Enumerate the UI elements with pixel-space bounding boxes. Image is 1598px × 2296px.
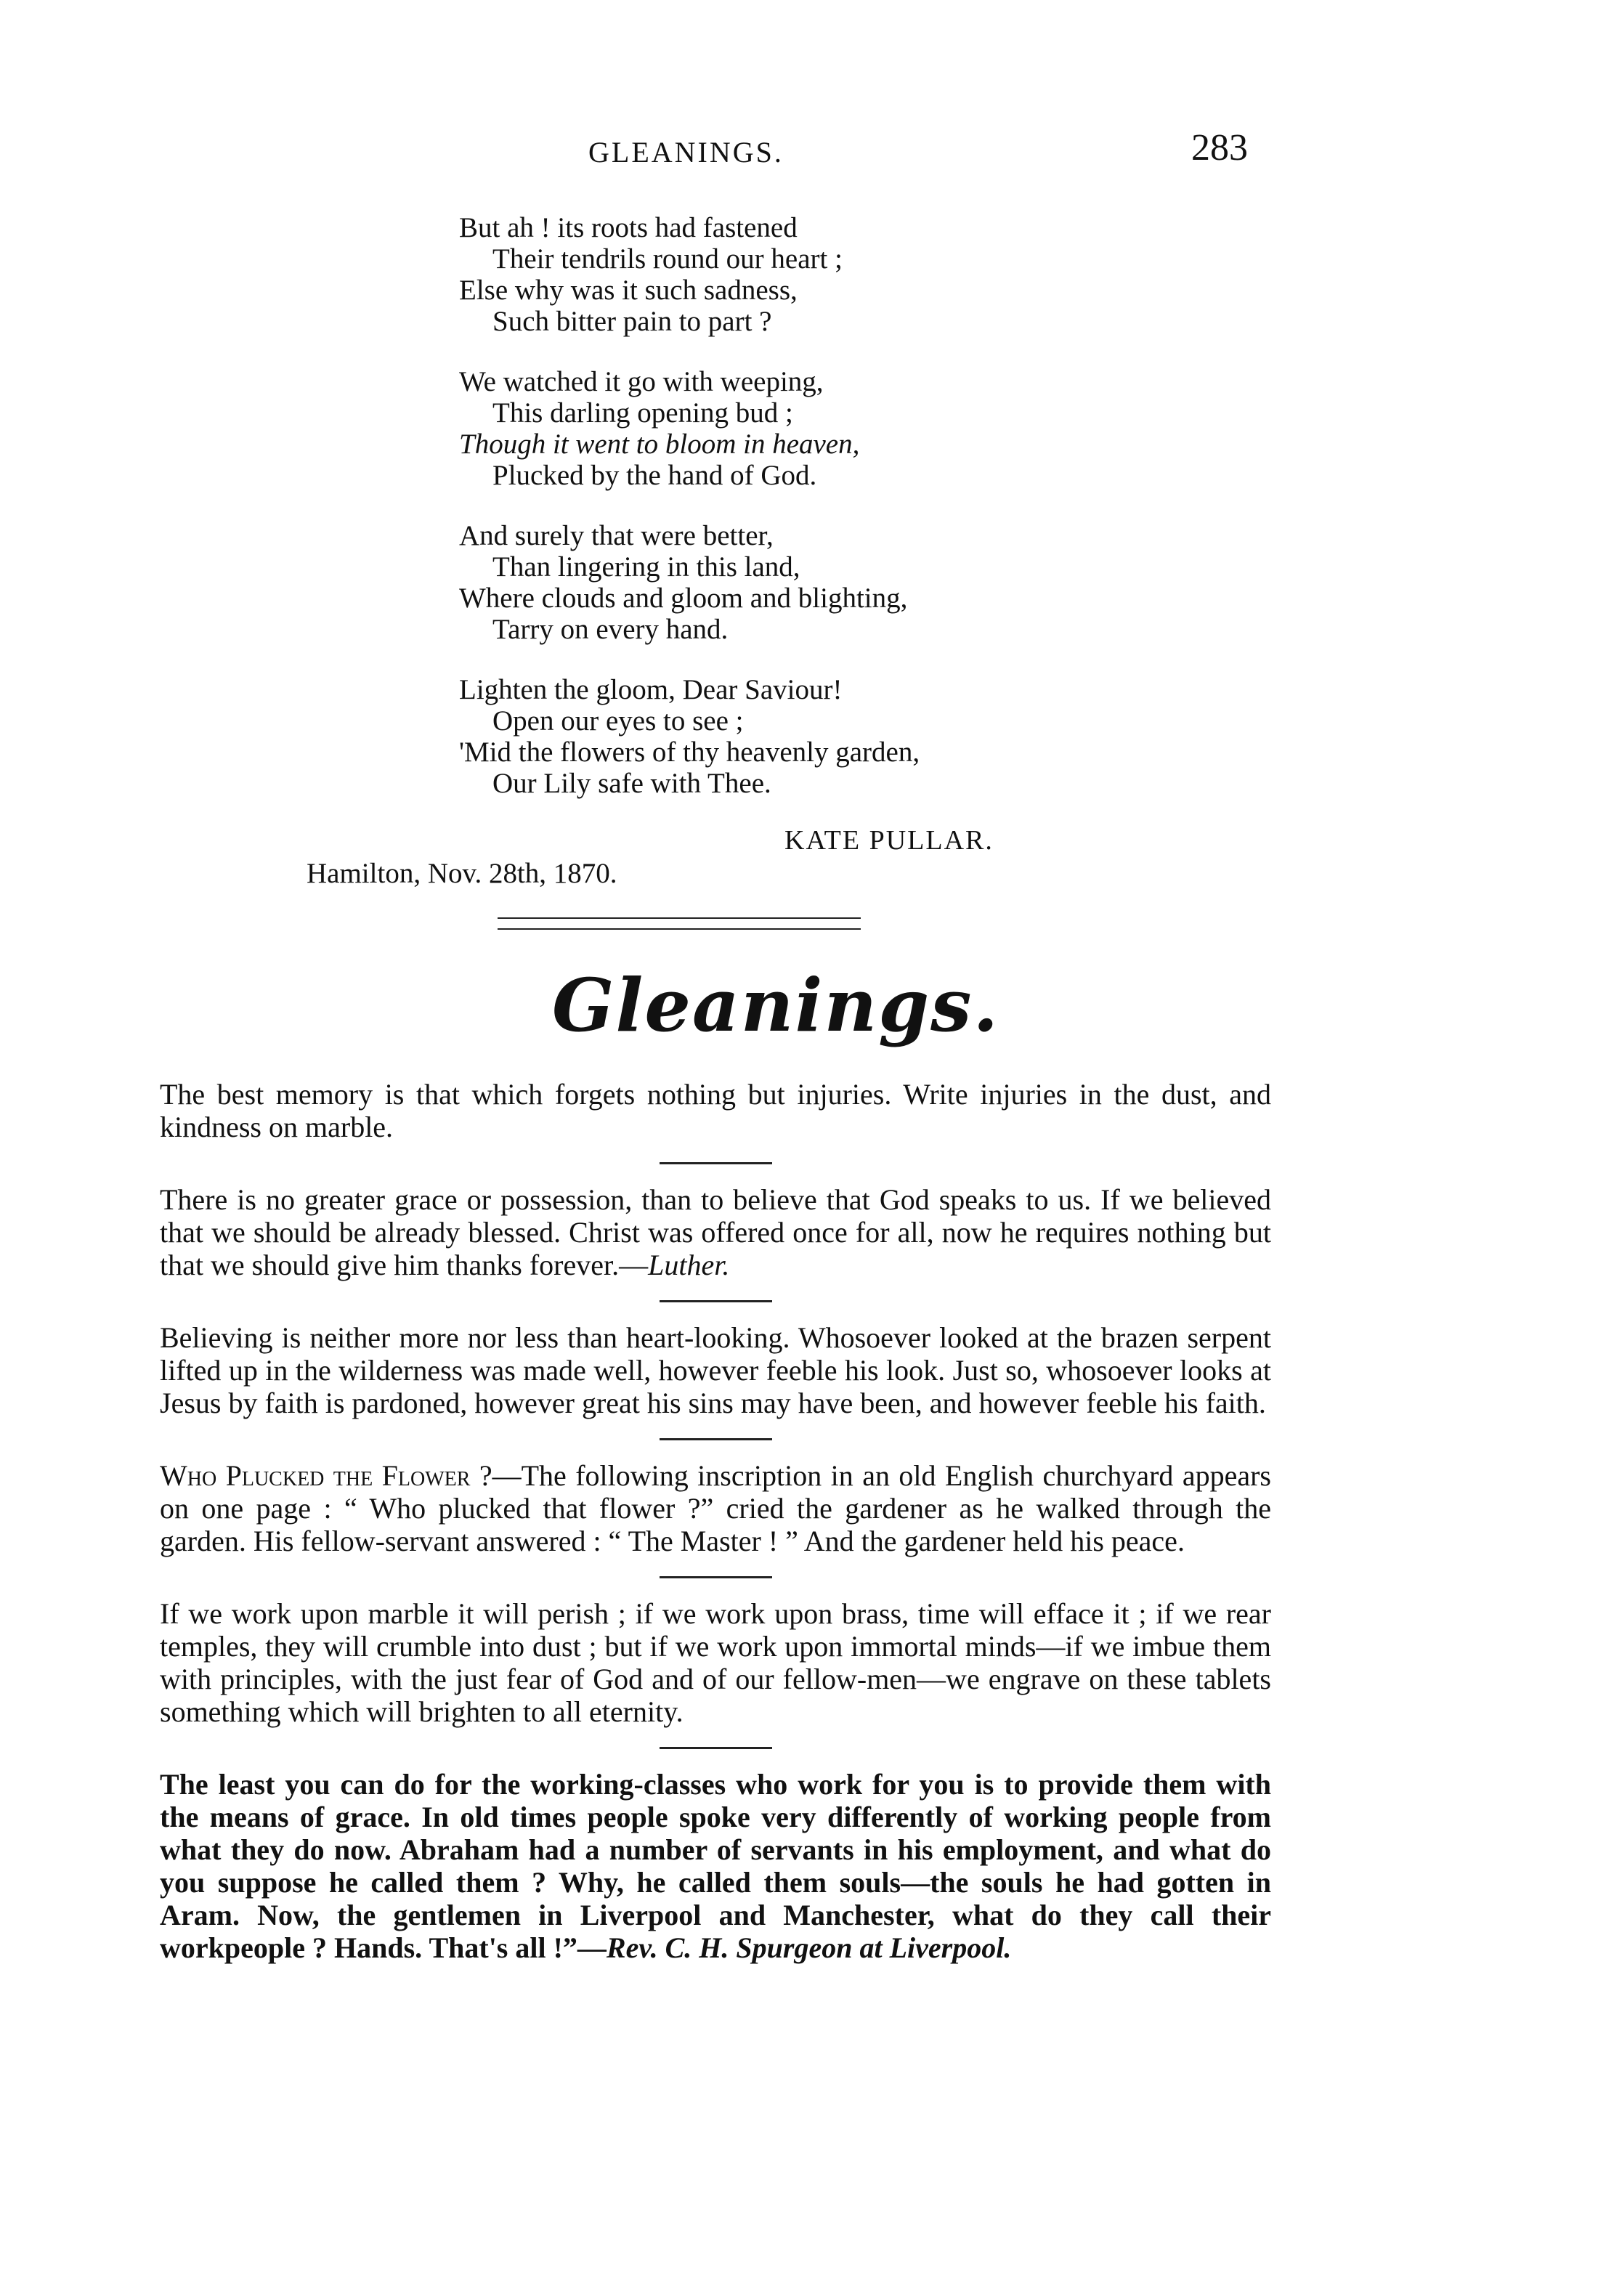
gleaning-paragraph bbox=[160, 1183, 1271, 1281]
section-divider-top bbox=[498, 917, 861, 919]
poem-stanza bbox=[459, 366, 1331, 491]
poem-line: And surely that were better, bbox=[459, 520, 774, 551]
gleaning-text: Believing is neither more nor less than heart-looking. Whosoever looked at the brazen serpent lifted up in the wilderness was made well, however feeble his look. Just so, whosoever looks at Jesus by faith is pardoned, however great his sins may have been, and however feeble his faith. bbox=[160, 1321, 1271, 1419]
paragraph-separator bbox=[660, 1438, 772, 1440]
gleaning-paragraph bbox=[160, 1321, 1271, 1419]
gleaning-attribution: Luther. bbox=[648, 1249, 730, 1281]
gleaning-paragraph bbox=[160, 1768, 1271, 1964]
poem-line: Our Lily safe with Thee. bbox=[492, 768, 771, 799]
gleaning-attribution: Rev. C. H. Spurgeon at Liverpool. bbox=[606, 1931, 1012, 1964]
poem bbox=[459, 212, 1331, 828]
gleaning-text: —The following inscription in an old English churchyard appears on one page : “ Who plucked that flower ?” cried the gardener as he walked through the garden. His fellow-servant answered : “ The Master ! ” And the gardener held his peace. bbox=[160, 1459, 1271, 1557]
poem-line: Their tendrils round our heart ; bbox=[492, 243, 843, 275]
section-title: Gleanings. bbox=[552, 962, 1000, 1048]
poem-line: Open our eyes to see ; bbox=[492, 705, 744, 737]
poem-line: Though it went to bloom in heaven, bbox=[459, 429, 860, 460]
poem-line: Such bitter pain to part ? bbox=[492, 306, 772, 337]
gleaning-text: The least you can do for the working-classes who work for you is to provide them with the means of grace. In old times people spoke very differently of working people from what they do now. Abraham had a number of servants in his employment, and what do you suppose he called them ? Why, he called them souls—the souls he had gotten in Aram. Now, the gentlemen in Liverpool and Manchester, what do they call their workpeople ? Hands. That's all !”— bbox=[160, 1768, 1271, 1964]
poem-line: But ah ! its roots had fastened bbox=[459, 212, 798, 243]
poem-stanza bbox=[459, 674, 1331, 799]
poem-line: Else why was it such sadness, bbox=[459, 275, 798, 306]
gleaning-text: If we work upon marble it will perish ; if we work upon brass, time will efface it ; if we rear temples, they will crumble into dust ; but if we work upon immortal minds—if we imbue them with principles, with the just fear of God and of our fellow-men—we engrave on these tablets something which will brighten to all eternity. bbox=[160, 1597, 1271, 1728]
poem-line: Than lingering in this land, bbox=[492, 551, 800, 583]
poem-line: Lighten the gloom, Dear Saviour! bbox=[459, 674, 843, 705]
running-head: GLEANINGS. bbox=[588, 136, 784, 169]
poem-stanza bbox=[459, 520, 1331, 645]
paragraph-separator bbox=[660, 1162, 772, 1164]
paragraph-separator bbox=[660, 1300, 772, 1302]
section-divider-bottom bbox=[498, 928, 861, 930]
paragraph-separator bbox=[660, 1576, 772, 1578]
page-number: 283 bbox=[1191, 127, 1248, 169]
poem-line: 'Mid the flowers of thy heavenly garden, bbox=[459, 737, 920, 768]
gleaning-text: There is no greater grace or possession, than to believe that God speaks to us. If we believed that we should be already blessed. Christ was offered once for all, now he requires nothing but that we should give him thanks forever.— bbox=[160, 1183, 1271, 1281]
gleaning-paragraph bbox=[160, 1597, 1271, 1728]
poem-line: This darling opening bud ; bbox=[492, 397, 793, 429]
poem-line: We watched it go with weeping, bbox=[459, 366, 824, 397]
poem-line: Where clouds and gloom and blighting, bbox=[459, 583, 908, 614]
poem-line: Plucked by the hand of God. bbox=[492, 460, 817, 491]
poem-line: Tarry on every hand. bbox=[492, 614, 729, 645]
gleaning-paragraph bbox=[160, 1078, 1271, 1143]
gleaning-heading: Who Plucked the Flower ? bbox=[160, 1459, 492, 1492]
poem-dateline: Hamilton, Nov. 28th, 1870. bbox=[307, 858, 617, 889]
poem-stanza bbox=[459, 212, 1331, 337]
poem-author: KATE PULLAR. bbox=[784, 825, 994, 856]
gleanings-body bbox=[160, 1078, 1271, 1964]
gleaning-paragraph bbox=[160, 1459, 1271, 1557]
paragraph-separator bbox=[660, 1747, 772, 1749]
gleaning-text: The best memory is that which forgets nothing but injuries. Write injuries in the dust, and kindness on marble. bbox=[160, 1078, 1271, 1143]
